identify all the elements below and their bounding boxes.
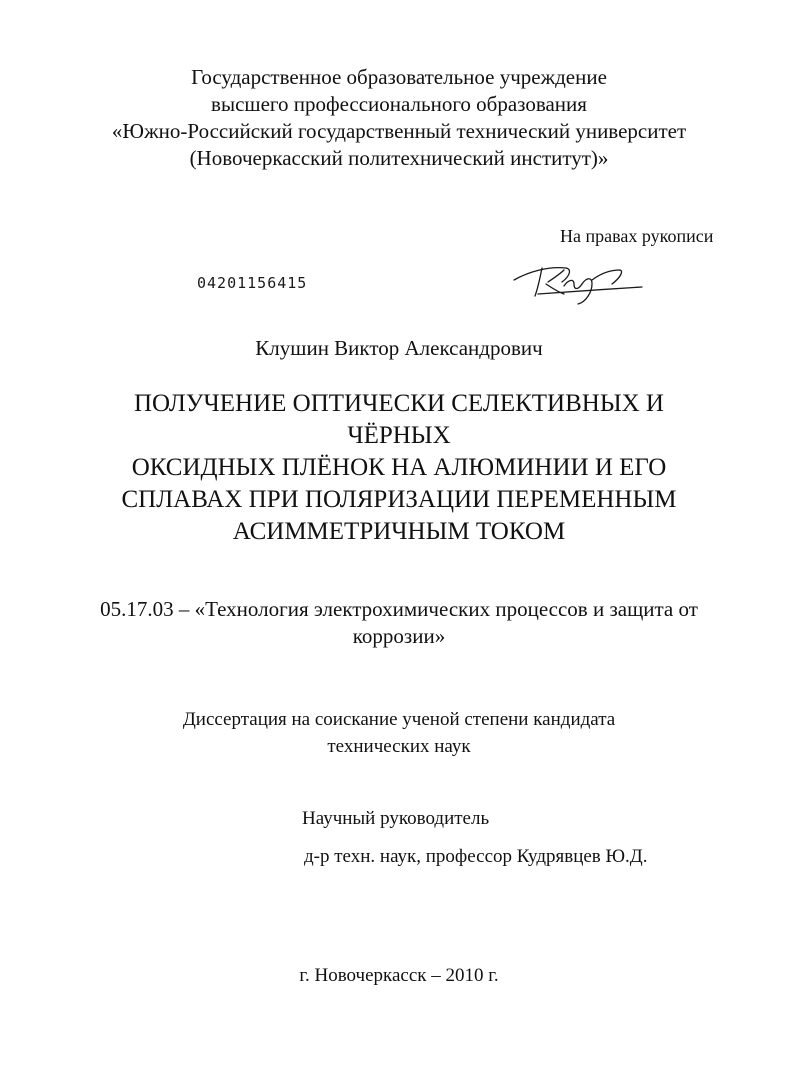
institution-line: «Южно-Российский государственный технический университет — [111, 119, 687, 143]
title-line: ПОЛУЧЕНИЕ ОПТИЧЕСКИ СЕЛЕКТИВНЫХ И ЧЁРНЫХ — [133, 390, 664, 449]
institution-line: (Новочеркасский политехнический институт)» — [189, 146, 609, 170]
specialty-line: коррозии» — [352, 624, 446, 648]
dissertation-title — [90, 388, 708, 548]
degree-line: технических наук — [327, 736, 471, 757]
specialty-line: 05.17.03 – «Технология электрохимических процессов и защита от — [100, 597, 698, 621]
degree-line: Диссертация на соискание ученой степени кандидата — [182, 709, 616, 730]
specialty-code — [60, 596, 738, 650]
city-year: г. Новочеркасск – 2010 г. — [299, 965, 499, 986]
title-line: АСИММЕТРИЧНЫМ ТОКОМ — [232, 518, 566, 545]
institution-line: высшего профессионального образования — [211, 92, 587, 116]
handwritten-signature — [508, 258, 648, 308]
institution-header — [0, 64, 798, 172]
title-line: СПЛАВАХ ПРИ ПОЛЯРИЗАЦИИ ПЕРЕМЕННЫМ — [121, 486, 677, 513]
registration-code: 04201156415 — [197, 274, 308, 292]
supervisor-label: Научный руководитель — [302, 808, 490, 829]
supervisor-name: д-р техн. наук, профессор Кудрявцев Ю.Д. — [304, 846, 648, 867]
title-line: ОКСИДНЫХ ПЛЁНОК НА АЛЮМИНИИ И ЕГО — [131, 454, 667, 481]
degree-statement — [0, 706, 798, 760]
institution-line: Государственное образовательное учреждение — [191, 65, 607, 89]
author-name: Клушин Виктор Александрович — [255, 336, 543, 360]
rights-note: На правах рукописи — [560, 226, 714, 246]
